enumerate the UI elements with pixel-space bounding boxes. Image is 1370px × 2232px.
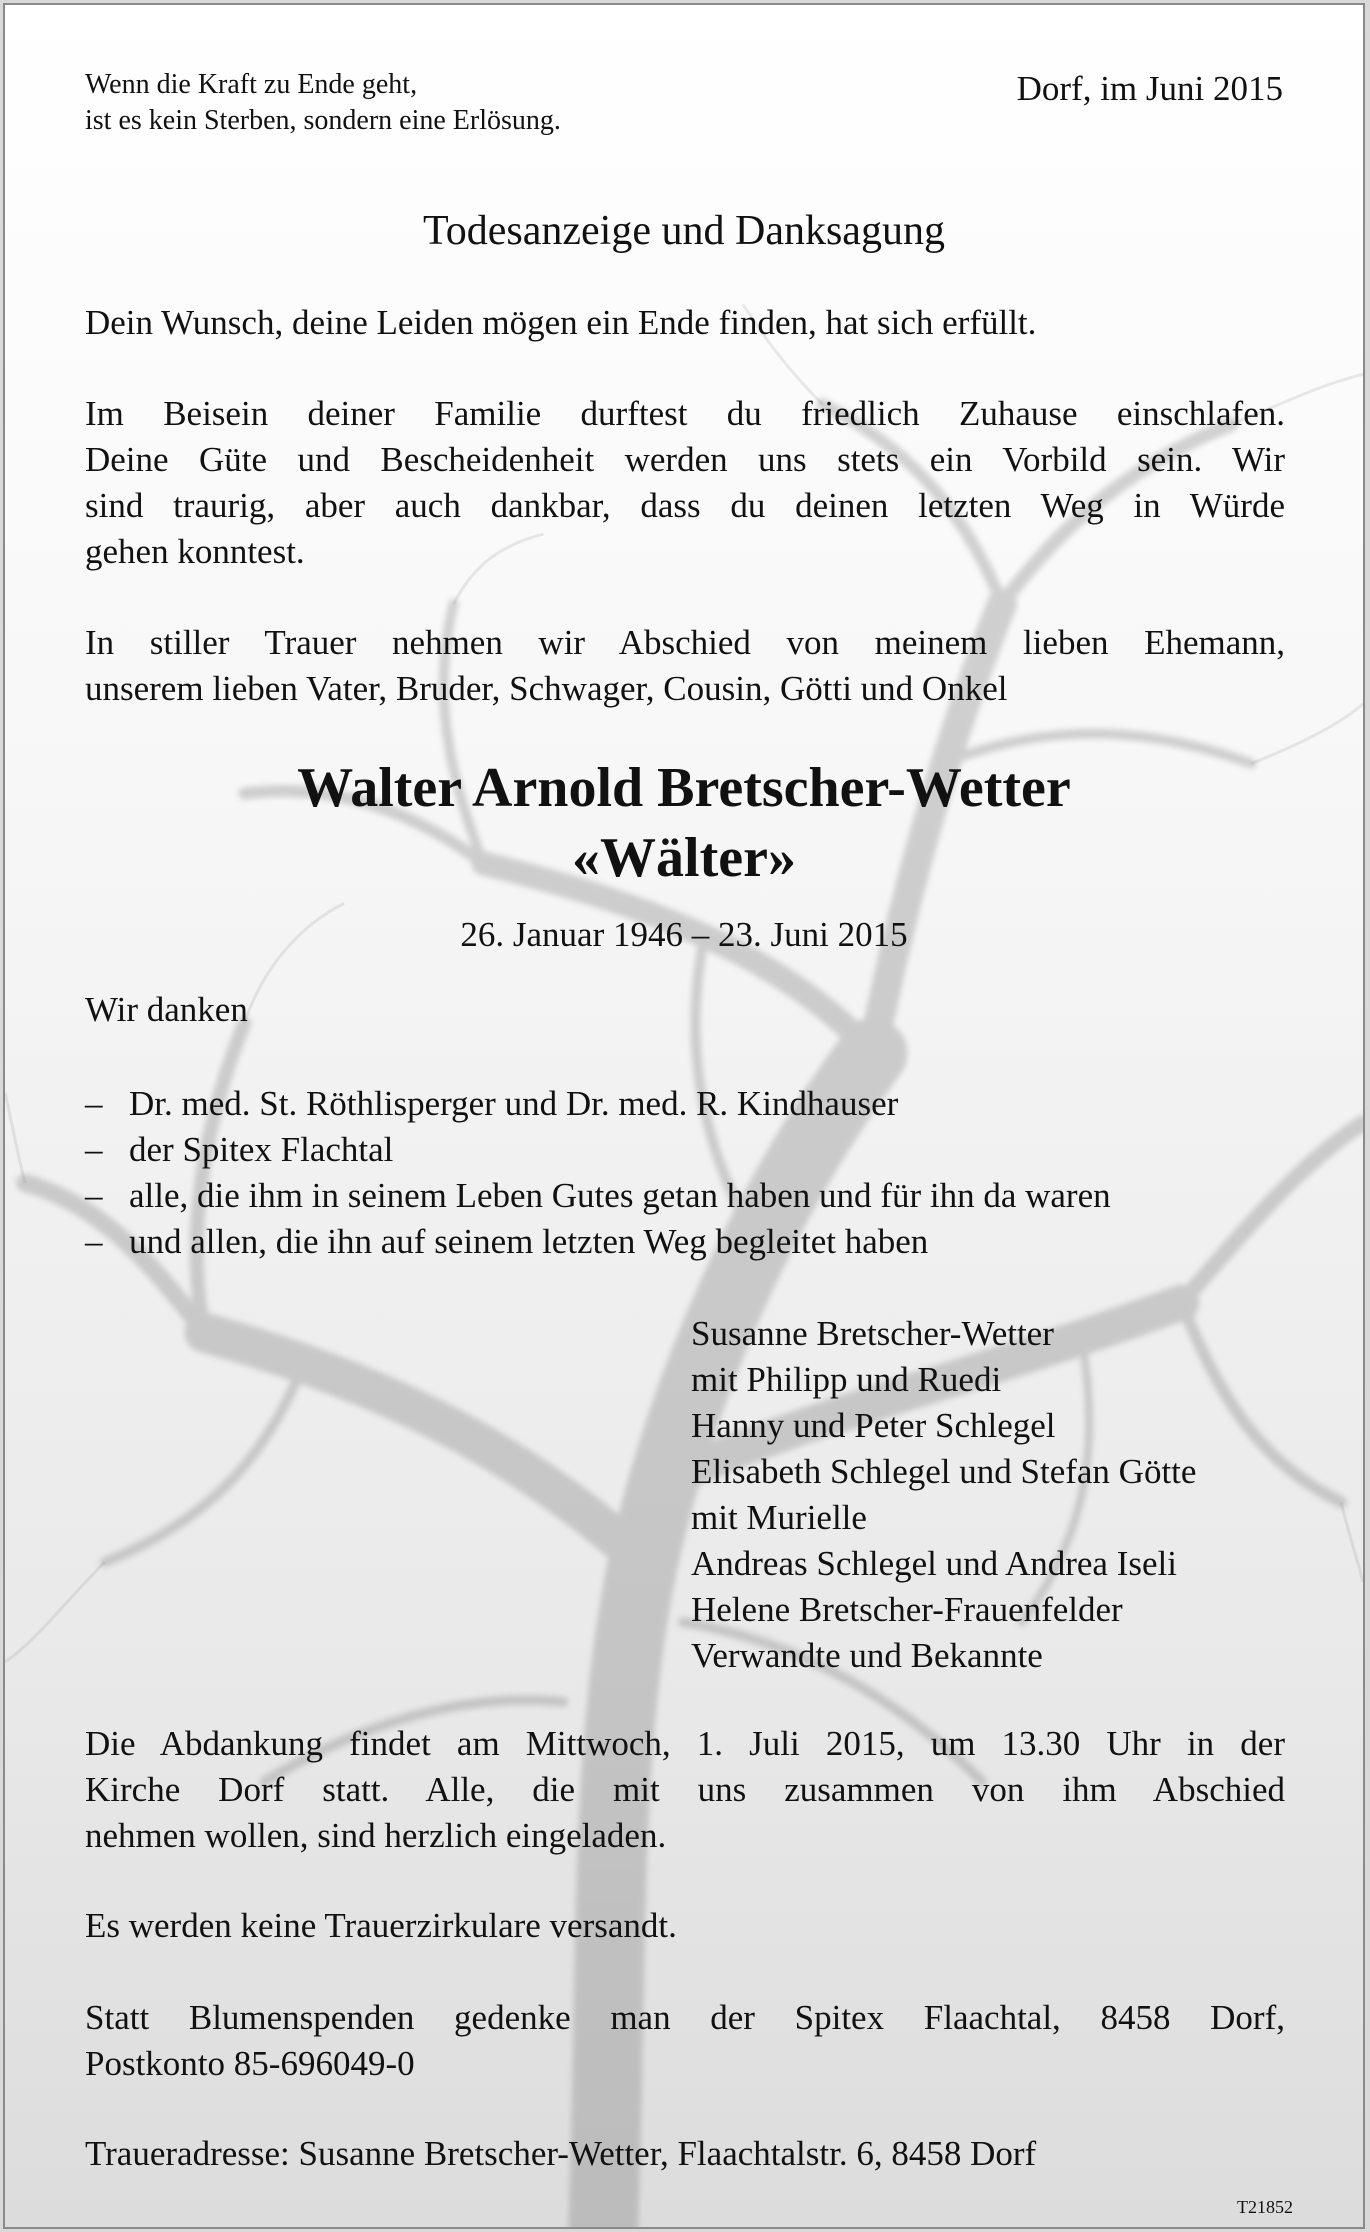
list-item bbox=[85, 1219, 1111, 1265]
address-line: Traueradresse: Susanne Bretscher-Wetter, Flaachtalstr. 6, 8458 Dorf bbox=[85, 2134, 1037, 2173]
reference-code: T21852 bbox=[1237, 2197, 1293, 2217]
motto bbox=[85, 67, 561, 139]
dash-bullet: – bbox=[85, 1084, 103, 1123]
list-item bbox=[85, 1173, 1111, 1219]
thanks-item-spitex: der Spitex Flachtal bbox=[129, 1130, 394, 1169]
donation-paragraph bbox=[85, 1995, 1285, 2087]
mourner-line: mit Murielle bbox=[691, 1498, 867, 1537]
mourner-line: Andreas Schlegel und Andrea Iseli bbox=[691, 1544, 1177, 1583]
dash-bullet: – bbox=[85, 1176, 103, 1215]
ceremony-paragraph bbox=[85, 1721, 1285, 1859]
mourner-line: Hanny und Peter Schlegel bbox=[691, 1406, 1056, 1445]
obituary-page bbox=[3, 3, 1365, 2229]
donation-line-2: Postkonto 85-696049-0 bbox=[85, 2044, 415, 2083]
list-item bbox=[85, 1081, 1111, 1127]
life-dates: 26. Januar 1946 – 23. Juni 2015 bbox=[460, 915, 908, 954]
no-circulars-line: Es werden keine Trauerzirkulare versandt. bbox=[85, 1906, 677, 1945]
donation-line-1: Statt Blumenspenden gedenke man der Spitex Flaachtal, 8458 Dorf, bbox=[85, 1998, 1285, 2037]
dash-bullet: – bbox=[85, 1130, 103, 1169]
mourning-address bbox=[85, 2131, 1285, 2177]
ceremony-line-2: Kirche Dorf statt. Alle, die mit uns zusammen von ihm Abschied bbox=[85, 1770, 1285, 1809]
thanks-item-all: alle, die ihm in seinem Leben Gutes getan haben und für ihn da waren bbox=[129, 1176, 1111, 1215]
family-line-2: Deine Güte und Bescheidenheit werden uns stets ein Vorbild sein. Wir bbox=[85, 440, 1285, 479]
deceased-name: Walter Arnold Bretscher-Wetter bbox=[297, 757, 1071, 819]
page-title: Todesanzeige und Danksagung bbox=[423, 208, 945, 254]
motto-line-2: ist es kein Sterben, sondern eine Erlösung. bbox=[85, 105, 561, 136]
dash-bullet: – bbox=[85, 1222, 103, 1261]
family-line-3: sind traurig, aber auch dankbar, dass du deinen letzten Weg in Würde bbox=[85, 486, 1285, 525]
thanks-item-companions: und allen, die ihn auf seinem letzten Weg begleitet haben bbox=[129, 1222, 929, 1261]
no-circulars-note bbox=[85, 1903, 1285, 1949]
ceremony-line-3: nehmen wollen, sind herzlich eingeladen. bbox=[85, 1816, 667, 1855]
place-date: Dorf, im Juni 2015 bbox=[1016, 69, 1283, 108]
deceased-nickname: «Wälter» bbox=[572, 827, 796, 889]
farewell-paragraph bbox=[85, 620, 1285, 712]
mourner-line: Helene Bretscher-Frauenfelder bbox=[691, 1590, 1123, 1629]
mourner-line: Elisabeth Schlegel und Stefan Götte bbox=[691, 1452, 1197, 1491]
family-paragraph bbox=[85, 391, 1285, 575]
wish-line: Dein Wunsch, deine Leiden mögen ein Ende finden, hat sich erfüllt. bbox=[85, 303, 1037, 342]
thanks-list bbox=[85, 1081, 1111, 1265]
farewell-line-2: unserem lieben Vater, Bruder, Schwager, Cousin, Götti und Onkel bbox=[85, 669, 1008, 708]
family-line-1: Im Beisein deiner Familie durftest du friedlich Zuhause einschlafen. bbox=[85, 394, 1285, 433]
mourner-line: Verwandte und Bekannte bbox=[691, 1636, 1043, 1675]
list-item bbox=[85, 1127, 1111, 1173]
thanks-item-doctors: Dr. med. St. Röthlisperger und Dr. med. R. Kindhauser bbox=[129, 1084, 899, 1123]
mourners-list bbox=[691, 1311, 1196, 1679]
motto-line-1: Wenn die Kraft zu Ende geht, bbox=[85, 69, 418, 100]
ceremony-line-1: Die Abdankung findet am Mittwoch, 1. Juli 2015, um 13.30 Uhr in der bbox=[85, 1724, 1285, 1763]
farewell-line-1: In stiller Trauer nehmen wir Abschied von meinem lieben Ehemann, bbox=[85, 623, 1285, 662]
family-line-4: gehen konntest. bbox=[85, 532, 305, 571]
wish-sentence bbox=[85, 300, 1285, 346]
mourner-line: Susanne Bretscher-Wetter bbox=[691, 1314, 1054, 1353]
mourner-line: mit Philipp und Ruedi bbox=[691, 1360, 1002, 1399]
thanks-intro: Wir danken bbox=[85, 990, 248, 1029]
